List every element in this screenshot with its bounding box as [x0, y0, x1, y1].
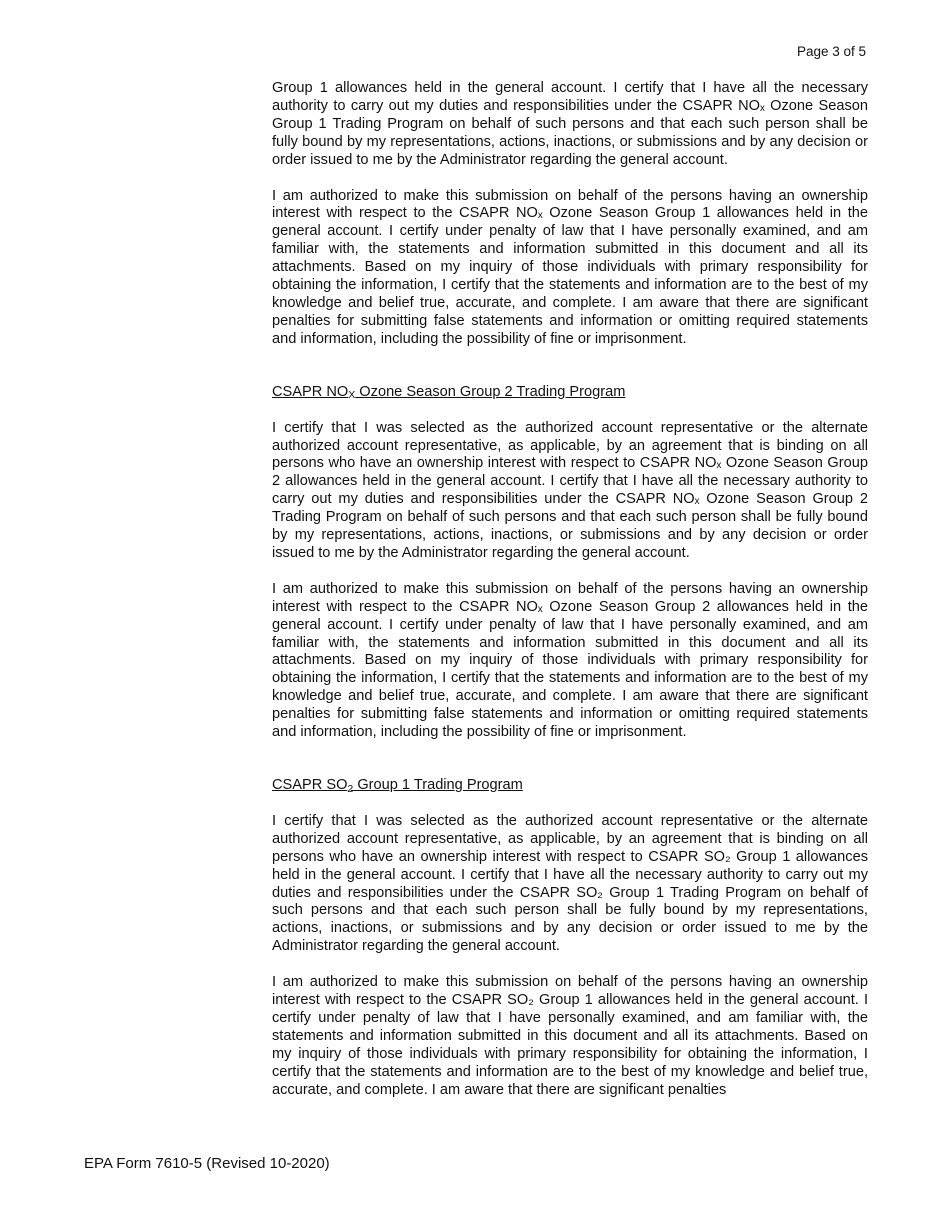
paragraph: I certify that I was selected as the authorized account representative or the alternate authorized account representative, as applicable, by an agreement that is binding on all persons who have an ownership interest with respect to CSAPR NOₓ Ozone Season Group 2 allowances held in the general account. I certify that I have all the necessary authority to carry out my duties and responsibilities under the CSAPR NOₓ Ozone Season Group 2 Trading Program on behalf of such persons and that each such person shall be fully bound by my representations, actions, inactions, or submissions and by any decision or order issued to me by the Administrator regarding the general account.	[272, 419, 868, 561]
section-heading: CSAPR NOX Ozone Season Group 2 Trading Program	[272, 383, 626, 402]
paragraph: I certify that I was selected as the authorized account representative or the alternate authorized account representative, as applicable, by an agreement that is binding on all persons who have an ownership interest with respect to CSAPR SO₂ Group 1 allowances held in the general account. I certify that I have all the necessary authority to carry out my duties and responsibilities under the CSAPR SO₂ Group 1 Trading Program on behalf of such persons and that each such person shall be fully bound by my representations, actions, inactions, or submissions and by any decision or order issued to me by the Administrator regarding the general account.	[272, 812, 868, 955]
paragraph: I am authorized to make this submission on behalf of the persons having an ownership interest with respect to the CSAPR SO₂ Group 1 allowances held in the general account. I certify under penalty of law that I have personally examined, and am familiar with, the statements and information submitted in this document and all its attachments. Based on my inquiry of those individuals with primary responsibility for obtaining the information, I certify that the statements and information are to the best of my knowledge and belief true, accurate, and complete. I am aware that there are significant penalties	[272, 974, 868, 1098]
document-body	[272, 80, 868, 1118]
paragraph: Group 1 allowances held in the general account. I certify that I have all the necessary authority to carry out my duties and responsibilities under the CSAPR NOₓ Ozone Season Group 1 Trading Program on behalf of such persons and that each such person shall be fully bound by my representations, actions, inactions, or submissions and by any decision or order issued to me by the Administrator regarding the general account.	[272, 80, 868, 168]
section-so2-group1	[272, 777, 868, 1100]
section-nox-group2	[272, 384, 868, 742]
form-footer: EPA Form 7610-5 (Revised 10-2020)	[84, 1155, 330, 1172]
section-nox-group1-continued	[272, 80, 868, 349]
page-number: Page 3 of 5	[796, 44, 866, 59]
paragraph: I am authorized to make this submission on behalf of the persons having an ownership interest with respect to the CSAPR NOₓ Ozone Season Group 1 allowances held in the general account. I certify under penalty of law that I have personally examined, and am familiar with, the statements and information submitted in this document and all its attachments. Based on my inquiry of those individuals with primary responsibility for obtaining the information, I certify that the statements and information are to the best of my knowledge and belief true, accurate, and complete. I am aware that there are significant penalties for submitting false statements and information or omitting required statements and information, including the possibility of fine or imprisonment.	[272, 187, 868, 347]
section-heading: CSAPR SO2 Group 1 Trading Program	[272, 777, 523, 795]
paragraph: I am authorized to make this submission on behalf of the persons having an ownership interest with respect to the CSAPR NOₓ Ozone Season Group 2 allowances held in the general account. I certify under penalty of law that I have personally examined, and am familiar with, the statements and information submitted in this document and all its attachments. Based on my inquiry of those individuals with primary responsibility for obtaining the information, I certify that the statements and information are to the best of my knowledge and belief true, accurate, and complete. I am aware that there are significant penalties for submitting false statements and information or omitting required statements and information, including the possibility of fine or imprisonment.	[272, 580, 868, 741]
